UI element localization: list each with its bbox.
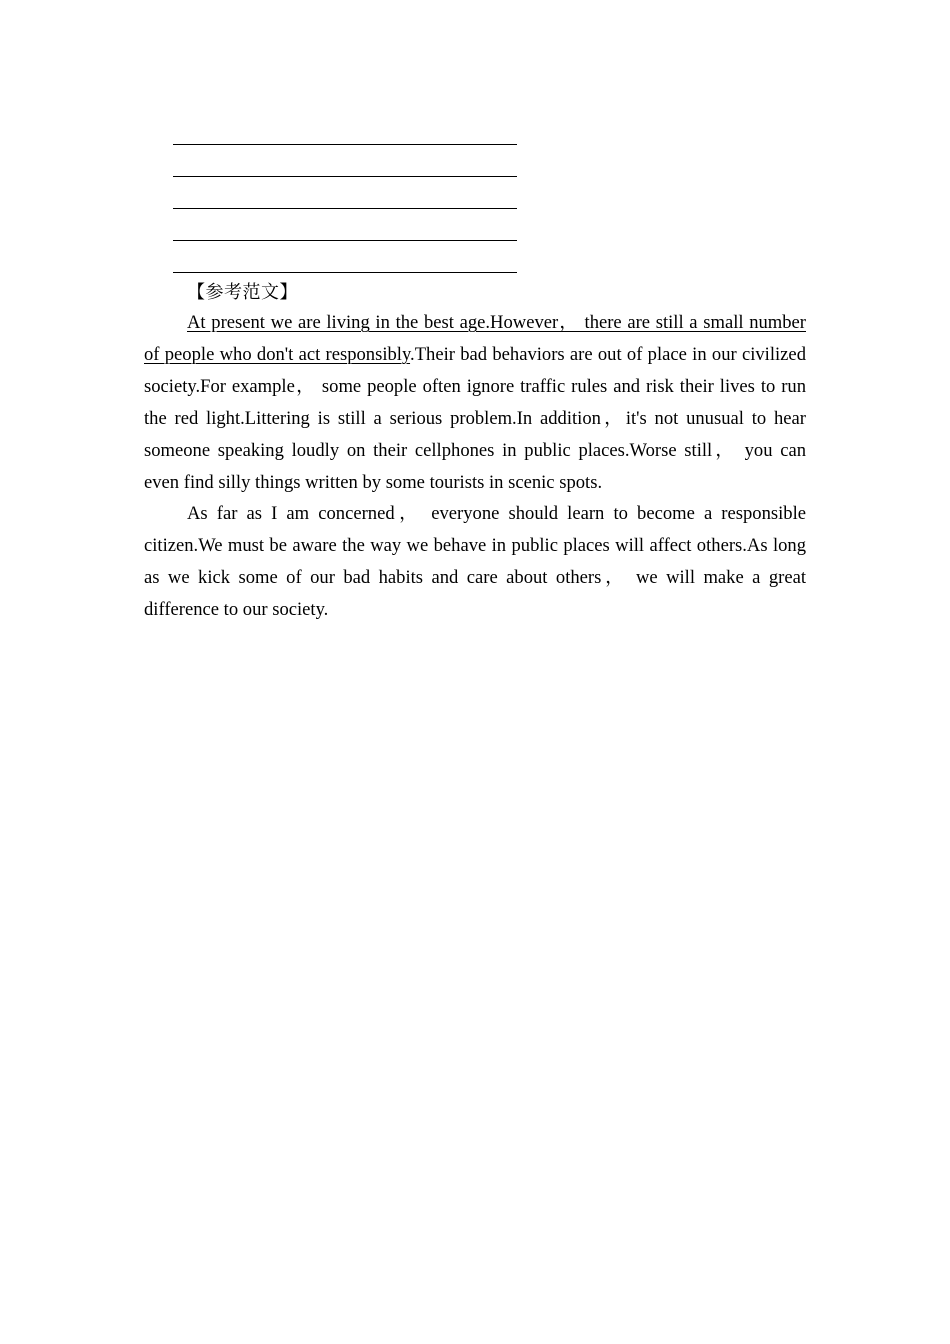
- paragraph-2-text: As far as I am concerned， everyone should learn to become a responsible citizen.We must be aware the way we behave in public places will affect others.As long as we kick some of our bad habits and care about others， we will make a great difference to our society.: [144, 503, 806, 621]
- underlined-sentence: At present we are living in the best age.However， there are still a small number of people who don't act responsibly: [144, 312, 806, 365]
- answer-blank-line: [173, 224, 517, 241]
- answer-blank-line: [173, 192, 517, 209]
- paragraph-1-text: .Their bad behaviors are out of place in our civilized society.For example， some people often ignore traffic rules and risk their lives to run the red light.Littering is still a serious problem.In addition，it's not unusual to hear someone speaking loudly on their cellphones in public places.Worse still， you can even find silly things written by some tourists in scenic spots.: [144, 343, 806, 493]
- answer-blank-line: [173, 128, 517, 145]
- answer-blank-line: [173, 160, 517, 177]
- section-heading: 【参考范文】: [187, 282, 298, 303]
- answer-blank-line: [173, 256, 517, 273]
- essay-paragraph-1: [144, 307, 806, 498]
- model-essay: [144, 307, 806, 626]
- answer-blank-lines: [173, 128, 517, 288]
- essay-paragraph-2: [144, 498, 806, 626]
